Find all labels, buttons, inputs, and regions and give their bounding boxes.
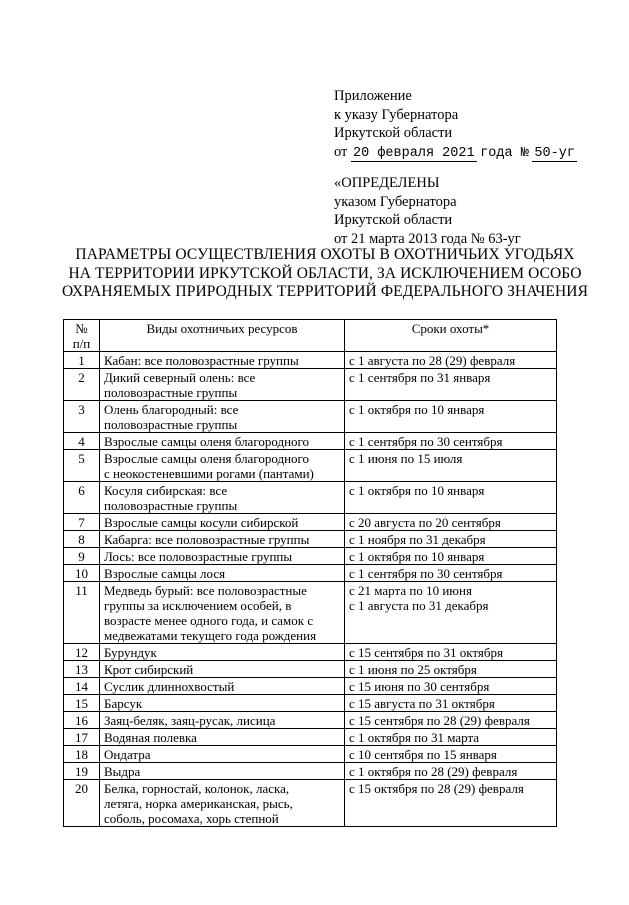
row-resource: Барсук xyxy=(100,695,345,712)
header-num: № п/п xyxy=(64,320,100,352)
table-row xyxy=(64,352,557,369)
approved-decree: указом Губернатора xyxy=(334,193,457,210)
row-period: с 1 августа по 28 (29) февраля xyxy=(345,352,557,369)
row-number: 9 xyxy=(64,548,100,565)
title-line-1: ПАРАМЕТРЫ ОСУЩЕСТВЛЕНИЯ ОХОТЫ В ОХОТНИЧЬИХ УГОДЬЯХ xyxy=(75,246,575,263)
approved-block xyxy=(334,174,521,248)
header-resource: Виды охотничьих ресурсов xyxy=(100,320,345,352)
row-resource: Суслик длиннохвостый xyxy=(100,678,345,695)
row-resource: Бурундук xyxy=(100,644,345,661)
row-resource: Взрослые самцы лося xyxy=(100,565,345,582)
row-period: с 20 августа по 20 сентября xyxy=(345,514,557,531)
appendix-title: Приложение xyxy=(334,88,412,104)
row-number: 1 xyxy=(64,352,100,369)
table-row xyxy=(64,746,557,763)
row-period: с 1 сентября по 30 сентября xyxy=(345,433,557,450)
row-period: с 10 сентября по 15 января xyxy=(345,746,557,763)
row-resource: Дикий северный олень: все половозрастные группы xyxy=(100,369,345,401)
row-number: 4 xyxy=(64,433,100,450)
row-resource: Кабан: все половозрастные группы xyxy=(100,352,345,369)
row-number: 3 xyxy=(64,401,100,433)
row-number: 14 xyxy=(64,678,100,695)
table-row xyxy=(64,763,557,780)
row-resource: Косуля сибирская: все половозрастные группы xyxy=(100,482,345,514)
row-period: с 15 сентября по 31 октября xyxy=(345,644,557,661)
row-number: 10 xyxy=(64,565,100,582)
table-header-row xyxy=(64,320,557,352)
table-row xyxy=(64,450,557,482)
table-row xyxy=(64,661,557,678)
document-title xyxy=(60,246,590,302)
appendix-region: Иркутской области xyxy=(334,125,453,141)
approved-date: от 21 марта 2013 года № 63-уг xyxy=(334,230,521,247)
table-row xyxy=(64,780,557,827)
row-number: 15 xyxy=(64,695,100,712)
row-period: с 1 июня по 25 октября xyxy=(345,661,557,678)
row-resource: Крот сибирский xyxy=(100,661,345,678)
row-period: с 1 октября по 10 января xyxy=(345,548,557,565)
table-row xyxy=(64,369,557,401)
row-number: 18 xyxy=(64,746,100,763)
approved-title: «ОПРЕДЕЛЕНЫ xyxy=(334,175,440,191)
row-resource: Взрослые самцы косули сибирской xyxy=(100,514,345,531)
row-resource: Заяц-беляк, заяц-русак, лисица xyxy=(100,712,345,729)
table-row xyxy=(64,433,557,450)
hunting-periods-table xyxy=(63,319,557,827)
title-line-3: ОХРАНЯЕМЫХ ПРИРОДНЫХ ТЕРРИТОРИЙ ФЕДЕРАЛЬНОГО ЗНАЧЕНИЯ xyxy=(61,283,589,300)
row-number: 20 xyxy=(64,780,100,827)
row-period: с 15 августа по 31 октября xyxy=(345,695,557,712)
row-number: 2 xyxy=(64,369,100,401)
row-resource: Олень благородный: все половозрастные группы xyxy=(100,401,345,433)
number-prefix: года № xyxy=(480,145,529,161)
row-number: 13 xyxy=(64,661,100,678)
row-number: 8 xyxy=(64,531,100,548)
row-period: с 21 марта по 10 июня с 1 августа по 31 декабря xyxy=(345,582,557,644)
row-resource: Белка, горностай, колонок, ласка, летяга, норка американская, рысь, соболь, росомаха, хорь степной xyxy=(100,780,345,827)
row-period: с 1 октября по 10 января xyxy=(345,401,557,433)
table-row xyxy=(64,712,557,729)
table-row xyxy=(64,401,557,433)
table-row xyxy=(64,695,557,712)
table-row xyxy=(64,548,557,565)
appendix-block xyxy=(334,87,577,163)
row-number: 16 xyxy=(64,712,100,729)
row-period: с 15 сентября по 28 (29) февраля xyxy=(345,712,557,729)
table-row xyxy=(64,482,557,514)
row-period: с 1 октября по 31 марта xyxy=(345,729,557,746)
row-number: 7 xyxy=(64,514,100,531)
approved-region: Иркутской области xyxy=(334,212,453,228)
header-period: Сроки охоты* xyxy=(345,320,557,352)
row-number: 11 xyxy=(64,582,100,644)
row-number: 19 xyxy=(64,763,100,780)
row-period: с 1 ноября по 31 декабря xyxy=(345,531,557,548)
row-resource: Водяная полевка xyxy=(100,729,345,746)
appendix-date-line xyxy=(334,143,577,164)
row-resource: Лось: все половозрастные группы xyxy=(100,548,345,565)
table-row xyxy=(64,729,557,746)
appendix-decree: к указу Губернатора xyxy=(334,106,459,123)
row-number: 5 xyxy=(64,450,100,482)
date-prefix: от xyxy=(334,143,348,160)
row-period: с 1 октября по 10 января xyxy=(345,482,557,514)
row-number: 6 xyxy=(64,482,100,514)
row-period: с 15 октября по 28 (29) февраля xyxy=(345,780,557,827)
row-period: с 1 сентября по 30 сентября xyxy=(345,565,557,582)
row-resource: Ондатра xyxy=(100,746,345,763)
table-row xyxy=(64,514,557,531)
row-period: с 15 июня по 30 сентября xyxy=(345,678,557,695)
row-number: 17 xyxy=(64,729,100,746)
table-row xyxy=(64,644,557,661)
table-row xyxy=(64,531,557,548)
table-row xyxy=(64,582,557,644)
decree-number: 50-уг xyxy=(534,145,575,161)
row-period: с 1 сентября по 31 января xyxy=(345,369,557,401)
decree-date: 20 февраля 2021 xyxy=(353,145,475,161)
row-resource: Взрослые самцы оленя благородного xyxy=(100,433,345,450)
table-row xyxy=(64,678,557,695)
row-resource: Выдра xyxy=(100,763,345,780)
row-period: с 1 октября по 28 (29) февраля xyxy=(345,763,557,780)
title-line-2: НА ТЕРРИТОРИИ ИРКУТСКОЙ ОБЛАСТИ, ЗА ИСКЛЮЧЕНИЕМ ОСОБО xyxy=(68,264,582,282)
row-resource: Взрослые самцы оленя благородного с неокостеневшими рогами (пантами) xyxy=(100,450,345,482)
table-row xyxy=(64,565,557,582)
row-resource: Медведь бурый: все половозрастные группы за исключением особей, в возрасте менее одного года, и самок с медвежатами текущего года рождения xyxy=(100,582,345,644)
row-number: 12 xyxy=(64,644,100,661)
row-resource: Кабарга: все половозрастные группы xyxy=(100,531,345,548)
row-period: с 1 июня по 15 июля xyxy=(345,450,557,482)
